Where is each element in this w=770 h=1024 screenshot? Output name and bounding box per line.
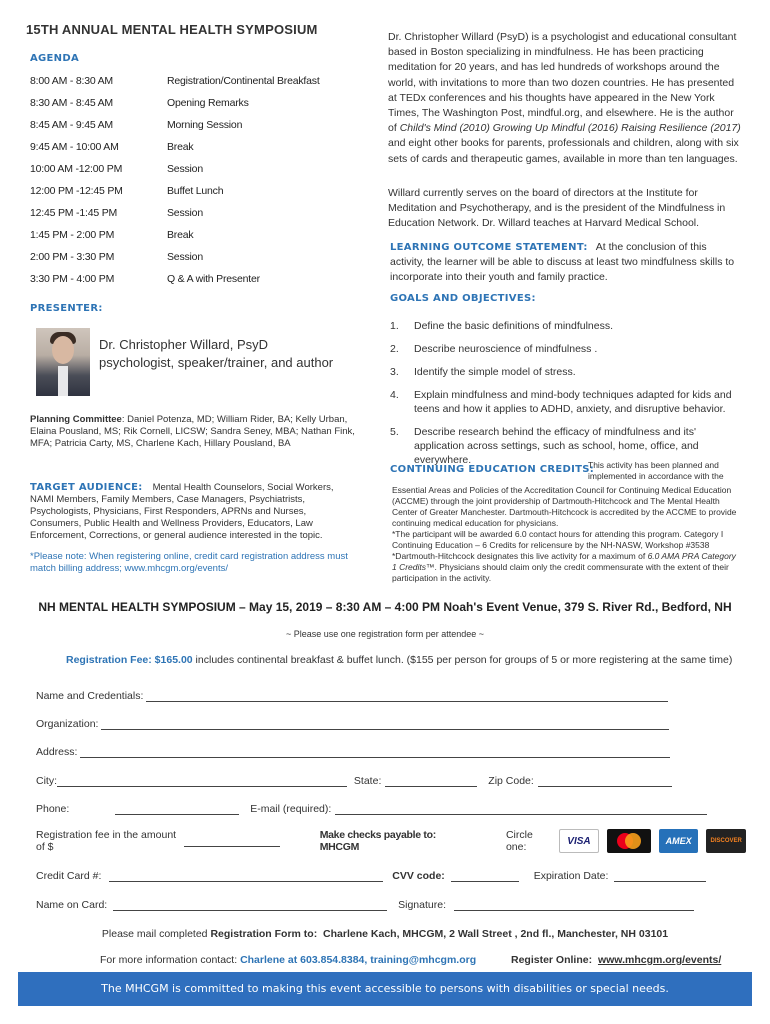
- goal-number: 1.: [390, 320, 399, 332]
- name-on-card-row: [36, 899, 694, 911]
- target-text: Mental Health Counselors, Social Workers, NAMI Members, Family Members, Case Managers, Psychiatrists, Psychologists, Physicians, First Responders, APRNs and Nurses, Consumers, Public Health and Wellness Providers, Educators, Law Enforcement, Corrections, or general audience interested in the topic.: [30, 482, 334, 541]
- cvv-label: CVV code:: [392, 870, 445, 882]
- cvv-field[interactable]: [451, 871, 519, 882]
- bio-text-end: and eight other books for parents, professionals and children, along with six sets of cards and therapeutic games, available in more than ten languages.: [388, 137, 739, 165]
- agenda-time: 12:45 PM -1:45 PM: [30, 207, 118, 219]
- learning-text: At the conclusion of this activity, the learner will be able to discuss at least two mindfulness skills to incorporate into their youth and family practice.: [390, 241, 735, 283]
- agenda-time: 8:30 AM - 8:45 AM: [30, 97, 113, 109]
- goal-number: 5.: [390, 426, 399, 438]
- presenter-bio-2: Willard currently serves on the board of directors at the Institute for Meditation and Psychotherapy, and is the president of the Mindfulness in Education Network. Dr. Willard teaches at Harvard Medical School.: [388, 187, 726, 230]
- agenda-row: [30, 224, 350, 246]
- goal-text: Explain mindfulness and mind-body techniques adapted for kids and teens and how it applies to ADHD, anxiety, and disruptive behavior.: [414, 389, 732, 415]
- expiration-label: Expiration Date:: [533, 870, 609, 882]
- amex-icon[interactable]: AMEX: [659, 829, 699, 853]
- target-audience: [30, 482, 355, 542]
- checks-payable: Make checks payable to: MHCGM: [319, 829, 436, 853]
- email-label: E-mail (required):: [250, 803, 332, 815]
- registration-fee: [66, 654, 732, 666]
- agenda-row: [30, 70, 350, 92]
- agenda-time: 3:30 PM - 4:00 PM: [30, 273, 115, 285]
- agenda-event: Q & A with Presenter: [167, 273, 260, 285]
- agenda-event: Break: [167, 229, 194, 241]
- fee-details: includes continental breakfast & buffet lunch. ($155 per person for groups of 5 or more registering at the same time): [192, 654, 733, 666]
- ce-ama-credits: 6.0 AMA PRA Category 1 Credits™: [392, 551, 736, 572]
- learning-outcome: [390, 240, 742, 285]
- agenda-row: [30, 136, 350, 158]
- city-field[interactable]: [57, 776, 347, 787]
- address-row: [36, 746, 670, 758]
- agenda-row: [30, 246, 350, 268]
- ce-ama-start: *Dartmouth-Hitchcock designates this live activity for a maximum of: [392, 551, 648, 561]
- agenda-event: Session: [167, 163, 203, 175]
- mail-form-label: Registration Form to:: [210, 928, 318, 940]
- ce-ama-end: . Physicians should claim only the credit commensurate with the extent of their participation in the activity.: [392, 562, 729, 583]
- bio-text-start: Dr. Christopher Willard (PsyD) is a psychologist and educational consultant based in Boston specializing in mindfulness. He has been practicing meditation for 20 years, and has led hundreds of workshops around the world, with invitations to more than two dozen countries. He has presented at TEDx conferences and his thoughts have appeared in the New York Times, The Washington Post, mindful.org, and elsewhere. He is the author of: [388, 31, 737, 135]
- regfee-label: Registration fee in the amount of $: [36, 829, 177, 853]
- planning-text: : Daniel Potenza, MD; William Rider, BA; Kelly Urban, Elaina Pousland, MS; Rik Cornell, LICSW; Sandra Seney, MBA; Nathan Fink, MFA; Patricia Carty, MS, Charlene Kach, Hillary Pousland, BA: [30, 414, 355, 449]
- goal-text: Describe research behind the efficacy of mindfulness and its' application across settings, such as school, home, office, and everywhere.: [414, 426, 699, 466]
- contact-link[interactable]: Charlene at 603.854.8384, training@mhcgm.org: [240, 954, 477, 966]
- presenter-bio: [388, 30, 743, 167]
- agenda-time: 8:00 AM - 8:30 AM: [30, 75, 113, 87]
- agenda-row: [30, 92, 350, 114]
- goals-list: [390, 319, 742, 476]
- visa-icon[interactable]: VISA: [559, 829, 599, 853]
- ce-intro: This activity has been planned and implemented in accordance with the: [588, 460, 724, 481]
- name-label: Name and Credentials:: [36, 690, 144, 702]
- goal-number: 3.: [390, 366, 399, 378]
- per-attendee-note: ~ Please use one registration form per attendee ~: [285, 629, 485, 639]
- agenda-row: [30, 114, 350, 136]
- state-field[interactable]: [385, 776, 477, 787]
- address-field[interactable]: [80, 747, 670, 758]
- email-field[interactable]: [335, 804, 707, 815]
- agenda-event: Opening Remarks: [167, 97, 249, 109]
- agenda-row: [30, 158, 350, 180]
- ce-accme: Essential Areas and Policies of the Accreditation Council for Continuing Medical Education (ACCME) through the joint providership of Dartmouth-Hitchcock and The Mental Health Center of Greater Manchester. Dartmouth-Hitchcock is accredited by the ACCME to provide continuing medical education for physicians.: [392, 485, 737, 528]
- planning-label: Planning Committee: [30, 414, 122, 425]
- document-title: 15TH ANNUAL MENTAL HEALTH SYMPOSIUM: [26, 22, 318, 37]
- goal-number: 2.: [390, 343, 399, 355]
- ce-contact-hours: *The participant will be awarded 6.0 contact hours for attending this program. Category I Continuing Education – 6 Credits for relicensure by the NH-NASW, Workshop #3538: [392, 529, 724, 550]
- credit-card-label: Credit Card #:: [36, 870, 102, 882]
- agenda-event: Buffet Lunch: [167, 185, 224, 197]
- learning-heading: LEARNING OUTCOME STATEMENT:: [390, 242, 588, 253]
- agenda-row: [30, 202, 350, 224]
- credit-card-field[interactable]: [109, 871, 383, 882]
- agenda-time: 10:00 AM -12:00 PM: [30, 163, 123, 175]
- agenda-time: 12:00 PM -12:45 PM: [30, 185, 123, 197]
- mastercard-icon[interactable]: [607, 829, 651, 853]
- agenda-event: Registration/Continental Breakfast: [167, 75, 320, 87]
- register-online-label: Register Online:: [511, 954, 593, 966]
- circle-one-label: Circle one:: [505, 829, 533, 853]
- agenda-event: Break: [167, 141, 194, 153]
- zip-label: Zip Code:: [488, 775, 534, 787]
- goal-text: Describe neuroscience of mindfulness .: [414, 343, 598, 355]
- address-label: Address:: [36, 746, 78, 758]
- name-field[interactable]: [146, 691, 668, 702]
- presenter-heading: PRESENTER:: [30, 303, 103, 314]
- discover-icon[interactable]: DISCOVER: [706, 829, 746, 853]
- planning-committee: [30, 414, 355, 450]
- register-online-link[interactable]: www.mhcgm.org/events/: [597, 954, 722, 966]
- agenda-heading: AGENDA: [30, 53, 79, 64]
- registration-note: *Please note: When registering online, credit card registration address must match billing address; www.mhcgm.org/events/: [30, 551, 348, 574]
- payment-row: [36, 826, 746, 856]
- agenda-event: Morning Session: [167, 119, 243, 131]
- info-start: For more information contact:: [100, 954, 241, 966]
- presenter-info: [99, 336, 333, 372]
- presenter-role: psychologist, speaker/trainer, and author: [99, 355, 334, 370]
- zip-field[interactable]: [538, 776, 672, 787]
- mail-start: Please mail completed: [101, 928, 211, 940]
- signature-label: Signature:: [398, 899, 446, 911]
- ce-details: [392, 485, 742, 584]
- regfee-field[interactable]: [184, 836, 279, 847]
- phone-label: Phone:: [36, 803, 70, 815]
- city-label: City:: [36, 775, 57, 787]
- expiration-field[interactable]: [614, 871, 706, 882]
- ce-heading: CONTINUING EDUCATION CREDITS:: [390, 464, 595, 475]
- register-online: [511, 954, 721, 966]
- agenda-time: 9:45 AM - 10:00 AM: [30, 141, 119, 153]
- name-on-card-label: Name on Card:: [36, 899, 108, 911]
- credit-card-row: [36, 870, 706, 882]
- name-on-card-field[interactable]: [113, 900, 387, 911]
- goal-item: [390, 388, 742, 416]
- agenda-row: [30, 180, 350, 202]
- organization-row: [36, 718, 669, 730]
- goal-text: Identify the simple model of stress.: [414, 366, 576, 378]
- city-row: [36, 775, 672, 787]
- agenda-event: Session: [167, 251, 203, 263]
- agenda-row: [30, 268, 350, 290]
- agenda-time: 1:45 PM - 2:00 PM: [30, 229, 115, 241]
- organization-label: Organization:: [36, 718, 99, 730]
- target-heading: TARGET AUDIENCE:: [30, 482, 143, 493]
- goals-heading: GOALS AND OBJECTIVES:: [390, 293, 536, 304]
- bio-books: Child's Mind (2010) Growing Up Mindful (2016) Raising Resilience (2017): [399, 122, 741, 135]
- agenda-time: 8:45 AM - 9:45 AM: [30, 119, 113, 131]
- goal-number: 4.: [390, 389, 399, 401]
- goal-text: Define the basic definitions of mindfulness.: [414, 320, 614, 332]
- event-summary: NH MENTAL HEALTH SYMPOSIUM – May 15, 2019 – 8:30 AM – 4:00 PM Noah's Event Venue, 379 S. River Rd., Bedford, NH: [38, 600, 732, 614]
- agenda-event: Session: [167, 207, 203, 219]
- fee-amount: Registration Fee: $165.00: [66, 654, 193, 666]
- goal-item: [390, 365, 742, 379]
- agenda-time: 2:00 PM - 3:30 PM: [30, 251, 115, 263]
- agenda-table: [30, 70, 350, 290]
- state-label: State:: [353, 775, 382, 787]
- signature-field[interactable]: [454, 900, 694, 911]
- goal-item: [390, 319, 742, 333]
- accessibility-banner: The MHCGM is committed to making this event accessible to persons with disabilities or special needs.: [18, 972, 752, 1006]
- name-row: [36, 690, 668, 702]
- goal-item: [390, 342, 742, 356]
- presenter-photo: [36, 328, 90, 396]
- phone-row: [36, 803, 707, 815]
- mail-address: Charlene Kach, MHCGM, 2 Wall Street , 2nd fl., Manchester, NH 03101: [323, 928, 669, 940]
- ce-ama: [392, 551, 742, 584]
- phone-field[interactable]: [115, 804, 239, 815]
- info-contact: [100, 954, 476, 966]
- presenter-name: Dr. Christopher Willard, PsyD: [99, 337, 269, 352]
- organization-field[interactable]: [101, 719, 669, 730]
- mail-instructions: [0, 928, 770, 940]
